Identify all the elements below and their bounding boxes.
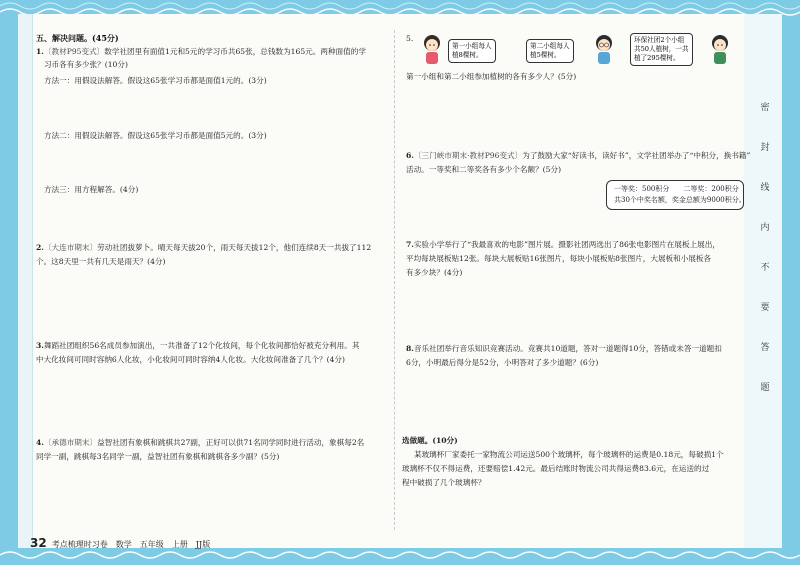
- question-4-line2: 同学一副，跳棋每3名同学一副，益智社团有象棋和跳棋各多少副？(5分): [36, 452, 280, 461]
- question-tag: 〔三门峡市期末·教材P96变式〕: [413, 151, 523, 160]
- question-number: 6.: [406, 151, 414, 160]
- question-8-line1: [406, 343, 722, 355]
- question-1-line2: 习币各有多少张？(10分): [44, 60, 128, 69]
- binding-char: 封: [760, 143, 770, 153]
- binding-char: 题: [760, 383, 770, 393]
- question-number: 2.: [36, 243, 44, 252]
- boy-illustration-icon: [708, 33, 732, 67]
- question-tag: 〔大连市期末〕: [43, 243, 98, 252]
- question-number: 4.: [36, 438, 44, 447]
- bubble-text: 环保社团2个小组: [634, 36, 685, 44]
- bubble-text: 第一小组每人: [452, 42, 492, 50]
- binding-char: 要: [760, 303, 770, 313]
- speech-bubble-3: [630, 33, 693, 66]
- page-footer: [30, 536, 210, 550]
- question-number: 1.: [36, 47, 44, 56]
- section-title: 五、解决问题。(45分): [36, 33, 119, 43]
- question-number: 8.: [406, 344, 414, 353]
- question-number: 3.: [36, 341, 44, 350]
- question-tag: 〔教材P95变式〕: [43, 47, 105, 56]
- left-gutter: [18, 14, 33, 548]
- bubble-text: 植5棵树。: [530, 51, 561, 59]
- question-3-line1: [36, 340, 359, 352]
- binding-strip: [744, 14, 782, 548]
- question-7-line2: 平均每块展板贴12张。每块大展板贴16张图片，每块小展板贴8张图片，大展板和小展板各: [406, 254, 712, 263]
- speech-bubble-2: [526, 39, 574, 63]
- binding-char: 线: [760, 183, 770, 193]
- optional-section-title: 选做题。(10分): [402, 436, 458, 445]
- question-text: 劳动社团拔萝卜。晴天每天拔20个，雨天每天拔12个，他们连续8天一共拔了112: [97, 243, 372, 252]
- question-3-line2: 中大化妆间可同时容纳6人化妆，小化妆间可同时容纳4人化妆。大化妆间准备了几个？(4分): [36, 355, 345, 364]
- question-6-line2: 活动。一等奖和二等奖各有多少个名额？(5分): [406, 165, 562, 174]
- question-7-line3: 有多少块？(4分): [406, 268, 463, 277]
- question-text: 实验小学举行了“我最喜欢的电影”图片展。摄影社团两选出了86张电影图片在展板上展出，: [413, 240, 720, 249]
- question-6-line1: [406, 150, 750, 162]
- speech-bubble-1: [448, 39, 496, 63]
- question-text: 益智社团有象棋和跳棋共27副，正好可以供71名同学同时进行活动，象棋每2名: [97, 438, 365, 447]
- question-text: 数学社团里有面值1元和5元的学习币共65张，总钱数为165元。两种面值的学: [104, 47, 366, 56]
- question-2-line2: 个。这8天里一共有几天是雨天？(4分): [36, 257, 166, 266]
- optional-question-line1: 某玻璃杯厂家委托一家物流公司运送500个玻璃杯，每个玻璃杯的运费是0.18元，每破损1个: [414, 450, 724, 459]
- question-number: 7.: [406, 240, 414, 249]
- girl-illustration-icon: [420, 33, 444, 67]
- column-divider: [394, 30, 395, 530]
- question-1-line1: [36, 46, 366, 58]
- question-tag: 〔承德市期末〕: [43, 438, 98, 447]
- boy-illustration-icon: [592, 33, 616, 67]
- optional-question-line3: 程中破损了几个玻璃杯？: [402, 478, 486, 487]
- bubble-text: 植了295棵树。: [634, 54, 680, 62]
- question-2-line1: [36, 242, 371, 254]
- binding-char: 密: [760, 103, 770, 113]
- method-1: 方法一：用假设法解答。假设这65张学习币都是面值1元的。(3分): [44, 76, 267, 85]
- method-2: 方法二：用假设法解答。假设这65张学习币都是面值5元的。(3分): [44, 131, 267, 140]
- page-number: 32: [30, 536, 47, 550]
- question-text: 为了鼓励大家“好读书，读好书”，文学社团举办了“中积分，换书籍”: [522, 151, 751, 160]
- prize-line-1: 一等奖：500积分 二等奖：200积分: [614, 185, 739, 193]
- optional-question-line2: 玻璃杯不仅不得运费，还要赔偿1.42元。最后结账时物流公司共得运费83.6元，在运送的过: [402, 464, 710, 473]
- bubble-text: 第二小组每人: [530, 42, 570, 50]
- bubble-text: 植8棵树。: [452, 51, 483, 59]
- question-7-line1: [406, 239, 720, 251]
- question-text: 舞蹈社团组织56名成员参加演出，一共准备了12个化妆间，每个化妆间都恰好被充分利用。其: [43, 341, 360, 350]
- prize-line-2: 共30个中奖名额，奖金总额为9000积分。: [614, 196, 746, 204]
- method-3: 方法三：用方程解答。(4分): [44, 185, 139, 194]
- binding-char: 内: [760, 223, 770, 233]
- question-8-line2: 6分，小明最后得分是52分，小明答对了多少道题？(6分): [406, 358, 599, 367]
- bubble-text: 共50人植树，一共: [634, 45, 689, 53]
- binding-char: 不: [760, 263, 770, 273]
- footer-text: 考点梳理时习卷 数学 五年级 上册 JJ版: [51, 540, 211, 549]
- question-number: 5.: [406, 34, 414, 43]
- question-5-text: 第一小组和第二小组参加植树的各有多少人？(5分): [406, 72, 577, 81]
- question-4-line1: [36, 437, 364, 449]
- binding-char: 答: [760, 343, 770, 353]
- question-text: 音乐社团举行音乐知识竞赛活动。竞赛共10道题，答对一道题得10分，答错或未答一道题扣: [413, 344, 722, 353]
